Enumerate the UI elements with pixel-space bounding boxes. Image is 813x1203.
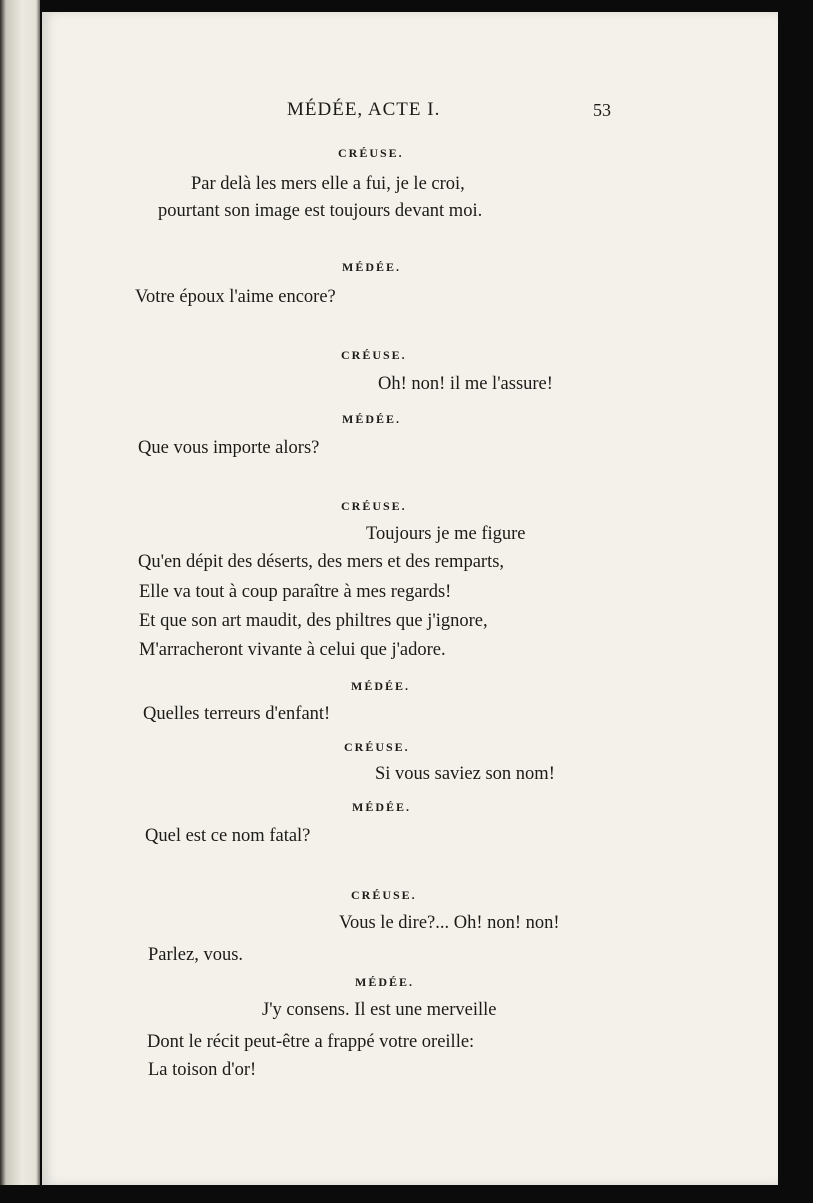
speaker-label: CRÉUSE. <box>341 499 407 513</box>
verse-line: Quelles terreurs d'enfant! <box>143 704 331 724</box>
verse-line: Toujours je me figure <box>366 524 526 544</box>
speaker-label: CRÉUSE. <box>341 348 407 362</box>
verse-line: Qu'en dépit des déserts, des mers et des remparts, <box>138 552 505 572</box>
scan-border <box>0 1185 813 1203</box>
speaker-label: MÉDÉE. <box>342 412 402 426</box>
verse-line: Par delà les mers elle a fui, je le croi, <box>191 174 465 194</box>
verse-line: M'arracheront vivante à celui que j'adore. <box>139 640 446 660</box>
left-page-edge <box>0 0 40 1185</box>
verse-line: Et que son art maudit, des philtres que j'ignore, <box>139 611 488 631</box>
verse-line: Vous le dire?... Oh! non! non! <box>339 913 560 933</box>
verse-line: Oh! non! il me l'assure! <box>378 374 553 394</box>
verse-line: Si vous saviez son nom! <box>375 764 555 784</box>
running-head: MÉDÉE, ACTE I. <box>287 99 441 120</box>
speaker-label: MÉDÉE. <box>352 800 412 814</box>
verse-line: J'y consens. Il est une merveille <box>262 1000 497 1020</box>
page-number: 53 <box>593 100 611 120</box>
verse-line: Quel est ce nom fatal? <box>145 826 311 846</box>
speaker-label: CRÉUSE. <box>338 146 404 160</box>
speaker-label: MÉDÉE. <box>355 975 415 989</box>
speaker-label: MÉDÉE. <box>351 679 411 693</box>
verse-line: Votre époux l'aime encore? <box>135 287 336 307</box>
verse-line: La toison d'or! <box>148 1060 257 1080</box>
speaker-label: MÉDÉE. <box>342 260 402 274</box>
speaker-label: CRÉUSE. <box>344 740 410 754</box>
verse-line: Que vous importe alors? <box>138 438 320 458</box>
verse-line: pourtant son image est toujours devant moi. <box>158 201 483 221</box>
speaker-label: CRÉUSE. <box>351 888 417 902</box>
verse-line: Dont le récit peut-être a frappé votre oreille: <box>147 1032 475 1052</box>
verse-line: Elle va tout à coup paraître à mes regards! <box>139 582 452 602</box>
verse-line: Parlez, vous. <box>148 945 244 965</box>
